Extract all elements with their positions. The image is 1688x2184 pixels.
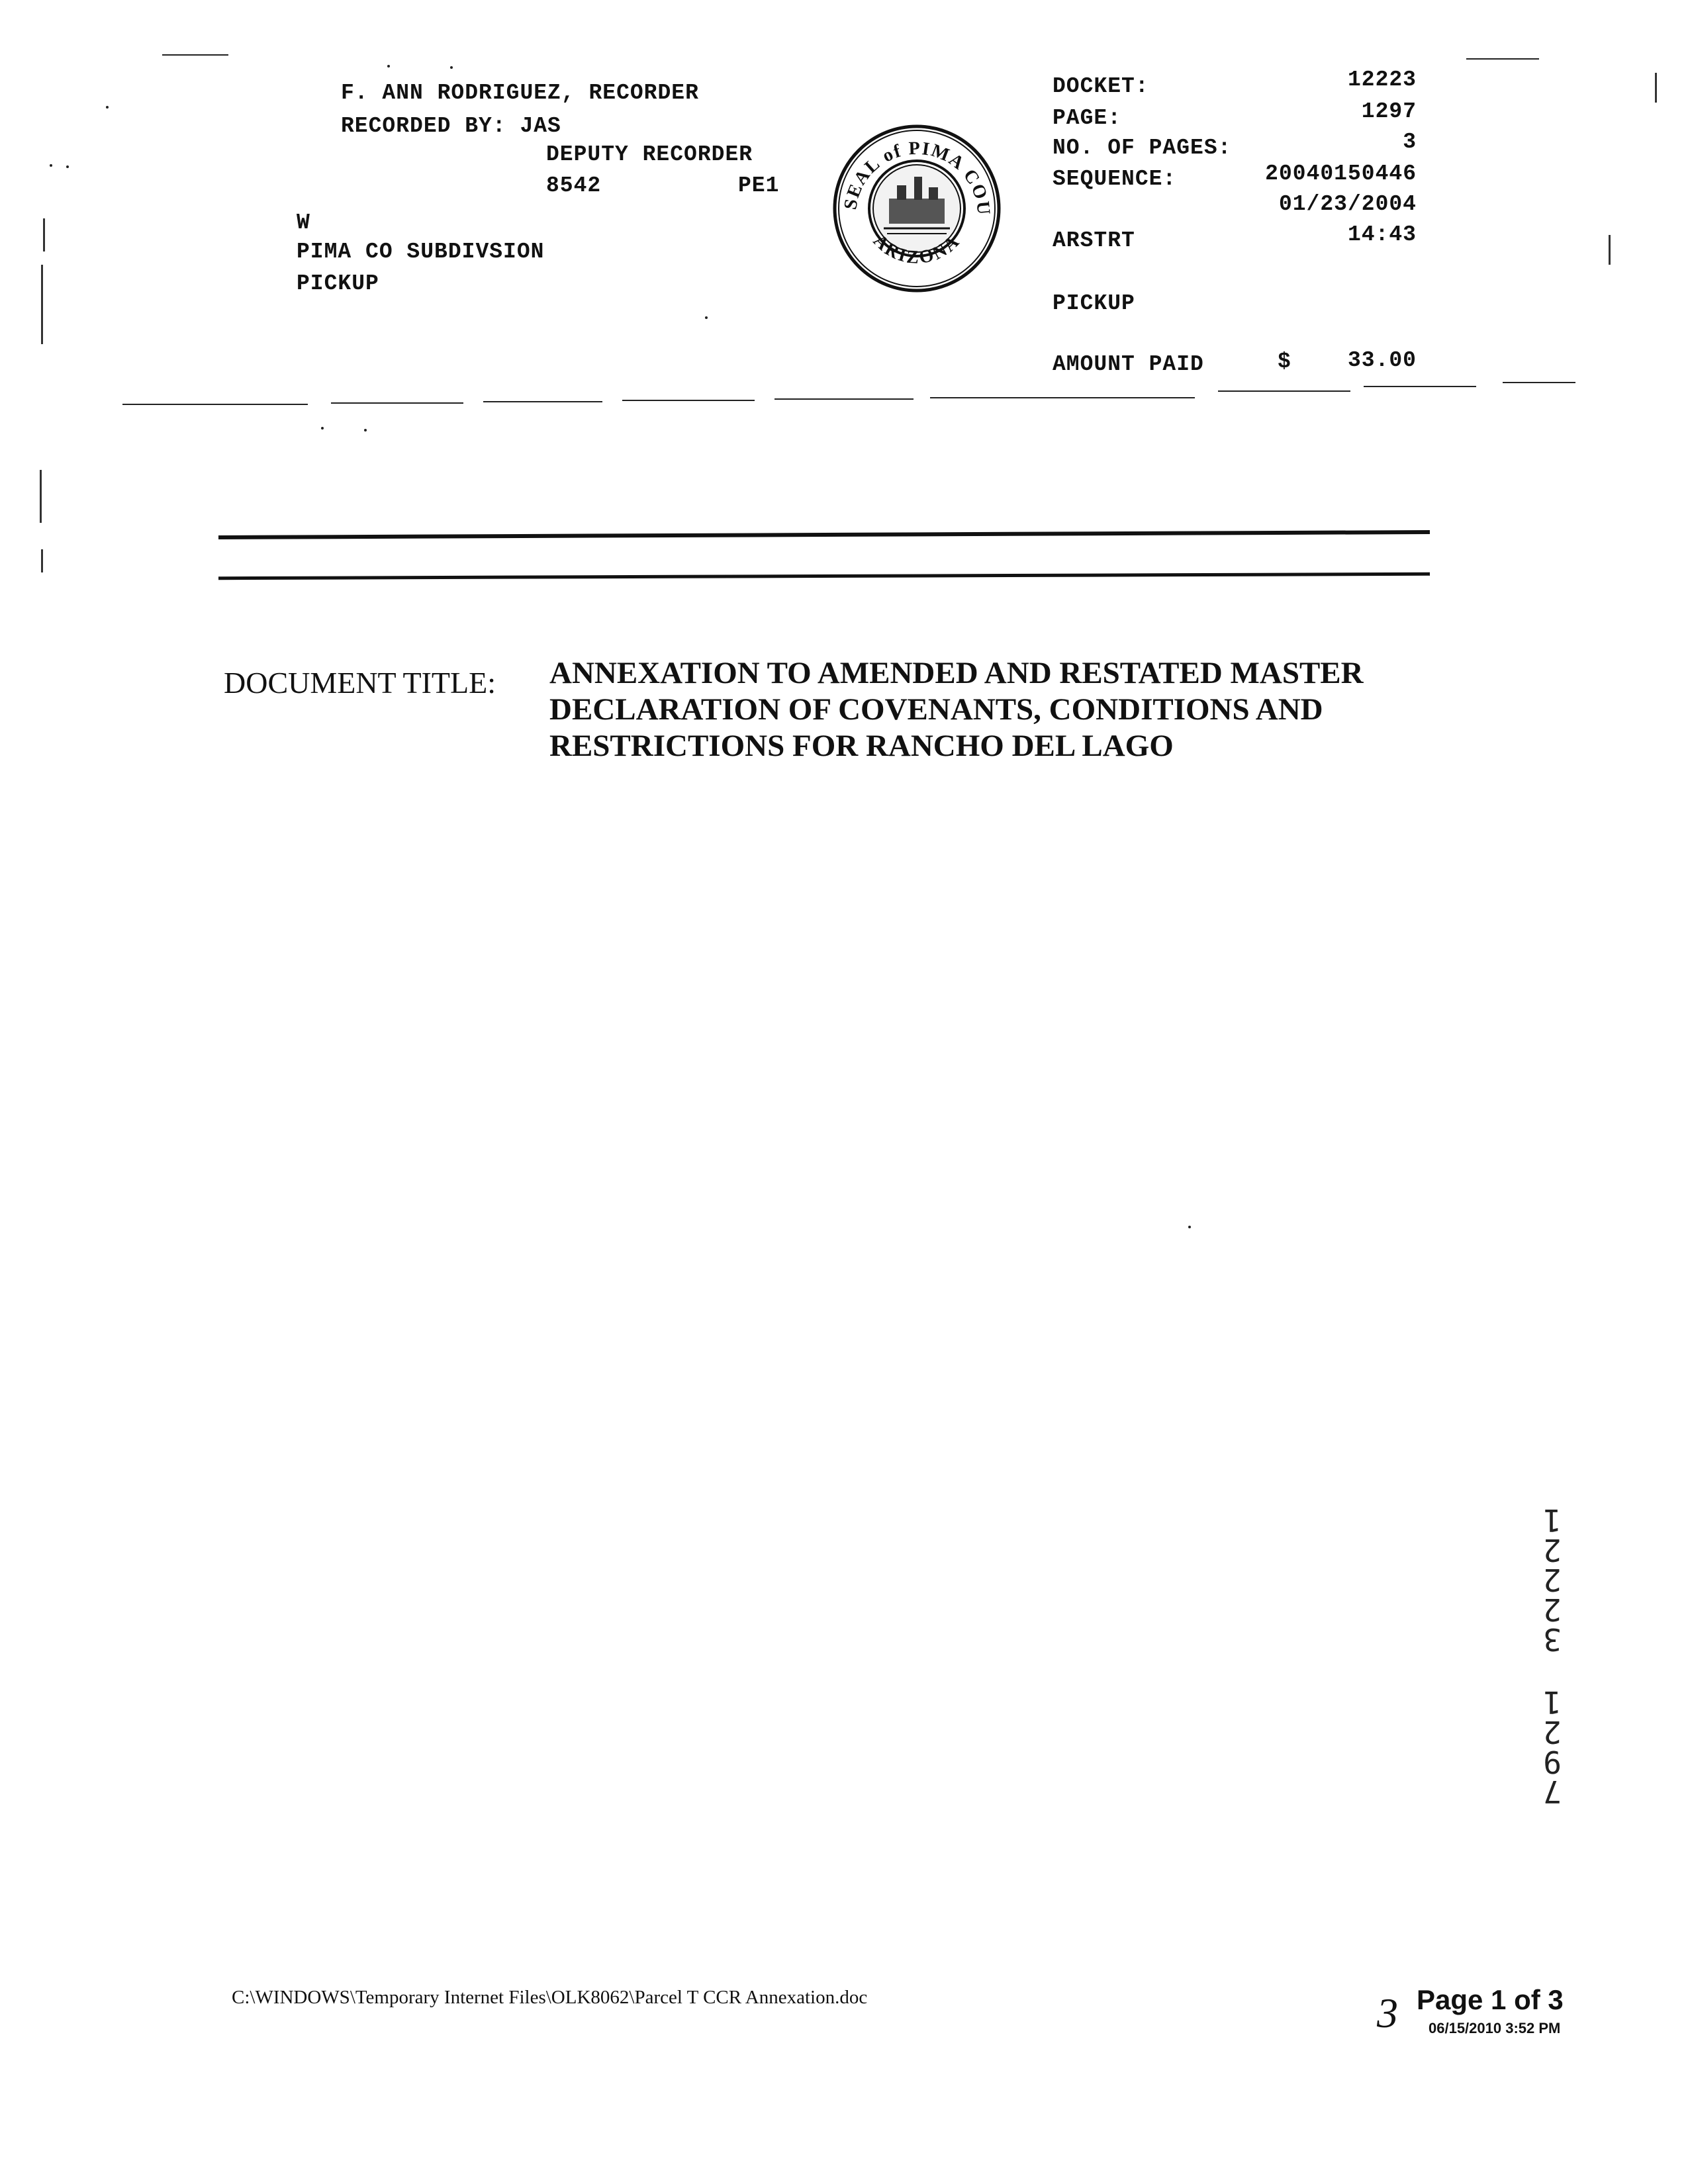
margin-digit: 7 bbox=[1543, 1774, 1562, 1809]
pages-value: 3 bbox=[1403, 130, 1417, 154]
scan-mark bbox=[41, 549, 43, 572]
handwritten-mark: 3 bbox=[1377, 1989, 1398, 2036]
scan-mark bbox=[40, 470, 42, 523]
scan-speck bbox=[66, 165, 69, 168]
pickup-right: PICKUP bbox=[1053, 291, 1135, 316]
sequence-value: 20040150446 bbox=[1265, 161, 1417, 186]
separator-dash bbox=[1364, 386, 1476, 387]
footer-file-path: C:\WINDOWS\Temporary Internet Files\OLK8062\Parcel T CCR Annexation.doc bbox=[232, 1987, 868, 2008]
seal-text-top: SEAL of PIMA COU bbox=[840, 138, 994, 217]
top-rule bbox=[218, 530, 1430, 539]
document-title-line3: RESTRICTIONS FOR RANCHO DEL LAGO bbox=[549, 729, 1174, 763]
amount-value: 33.00 bbox=[1347, 348, 1417, 373]
separator-dash bbox=[483, 401, 602, 402]
scan-mark bbox=[43, 218, 45, 251]
document-title-label: DOCUMENT TITLE: bbox=[224, 666, 496, 700]
pages-label: NO. OF PAGES: bbox=[1053, 136, 1232, 160]
recorder-name: F. ANN RODRIGUEZ, RECORDER bbox=[341, 81, 699, 105]
margin-digit: 2 bbox=[1543, 1714, 1562, 1750]
code-left: 8542 bbox=[546, 173, 602, 198]
document-title-line2: DECLARATION OF COVENANTS, CONDITIONS AND bbox=[549, 692, 1323, 727]
separator-dash bbox=[122, 404, 308, 405]
bottom-rule bbox=[218, 572, 1430, 580]
docket-value: 12223 bbox=[1347, 68, 1417, 92]
scan-mark bbox=[1466, 58, 1539, 60]
margin-digit: 1 bbox=[1543, 1684, 1562, 1720]
footer-page-number: Page 1 of 3 bbox=[1417, 1984, 1564, 2015]
seal-text-bottom: ARIZONA bbox=[869, 230, 964, 269]
scan-speck bbox=[364, 429, 367, 432]
separator-dash bbox=[1503, 382, 1575, 383]
scan-speck bbox=[106, 106, 109, 109]
page-value: 1297 bbox=[1361, 99, 1417, 124]
margin-digit: 2 bbox=[1543, 1592, 1562, 1627]
currency-symbol: $ bbox=[1278, 349, 1291, 374]
mark-w: W bbox=[297, 210, 310, 235]
margin-digit: 9 bbox=[1543, 1744, 1562, 1780]
scan-mark bbox=[1655, 73, 1657, 103]
amount-label: AMOUNT PAID bbox=[1053, 352, 1204, 377]
seal-graphic bbox=[831, 122, 1003, 295]
page-label: PAGE: bbox=[1053, 106, 1122, 130]
deputy-recorder: DEPUTY RECORDER bbox=[546, 142, 753, 167]
margin-digit: 2 bbox=[1543, 1532, 1562, 1568]
scan-speck bbox=[387, 65, 390, 68]
date-value: 01/23/2004 bbox=[1278, 192, 1417, 216]
scan-mark bbox=[1609, 235, 1611, 265]
scan-speck bbox=[50, 164, 52, 167]
scan-speck bbox=[1188, 1226, 1191, 1228]
margin-digit: 1 bbox=[1543, 1502, 1562, 1538]
separator-dash bbox=[774, 398, 914, 400]
pickup-left: PICKUP bbox=[297, 271, 379, 296]
recorded-by: RECORDED BY: JAS bbox=[341, 114, 561, 138]
document-title-line1: ANNEXATION TO AMENDED AND RESTATED MASTER bbox=[549, 656, 1364, 690]
separator-dash bbox=[622, 400, 755, 401]
separator-dash bbox=[930, 397, 1195, 398]
code-right: PE1 bbox=[738, 173, 780, 198]
footer-timestamp: 06/15/2010 3:52 PM bbox=[1429, 2020, 1561, 2036]
scan-speck bbox=[321, 427, 324, 430]
sequence-label: SEQUENCE: bbox=[1053, 167, 1177, 191]
subdivision: PIMA CO SUBDIVSION bbox=[297, 240, 545, 264]
arstrt-label: ARSTRT bbox=[1053, 228, 1135, 253]
time-value: 14:43 bbox=[1347, 222, 1417, 247]
pima-county-seal bbox=[831, 122, 1003, 295]
scan-mark bbox=[41, 265, 43, 344]
scan-speck bbox=[705, 316, 708, 319]
margin-digit: 3 bbox=[1543, 1621, 1562, 1657]
separator-dash bbox=[1218, 390, 1350, 392]
scan-mark bbox=[162, 54, 228, 56]
scan-speck bbox=[450, 66, 453, 69]
docket-label: DOCKET: bbox=[1053, 74, 1149, 99]
separator-dash bbox=[331, 402, 463, 404]
margin-digit: 2 bbox=[1543, 1562, 1562, 1598]
